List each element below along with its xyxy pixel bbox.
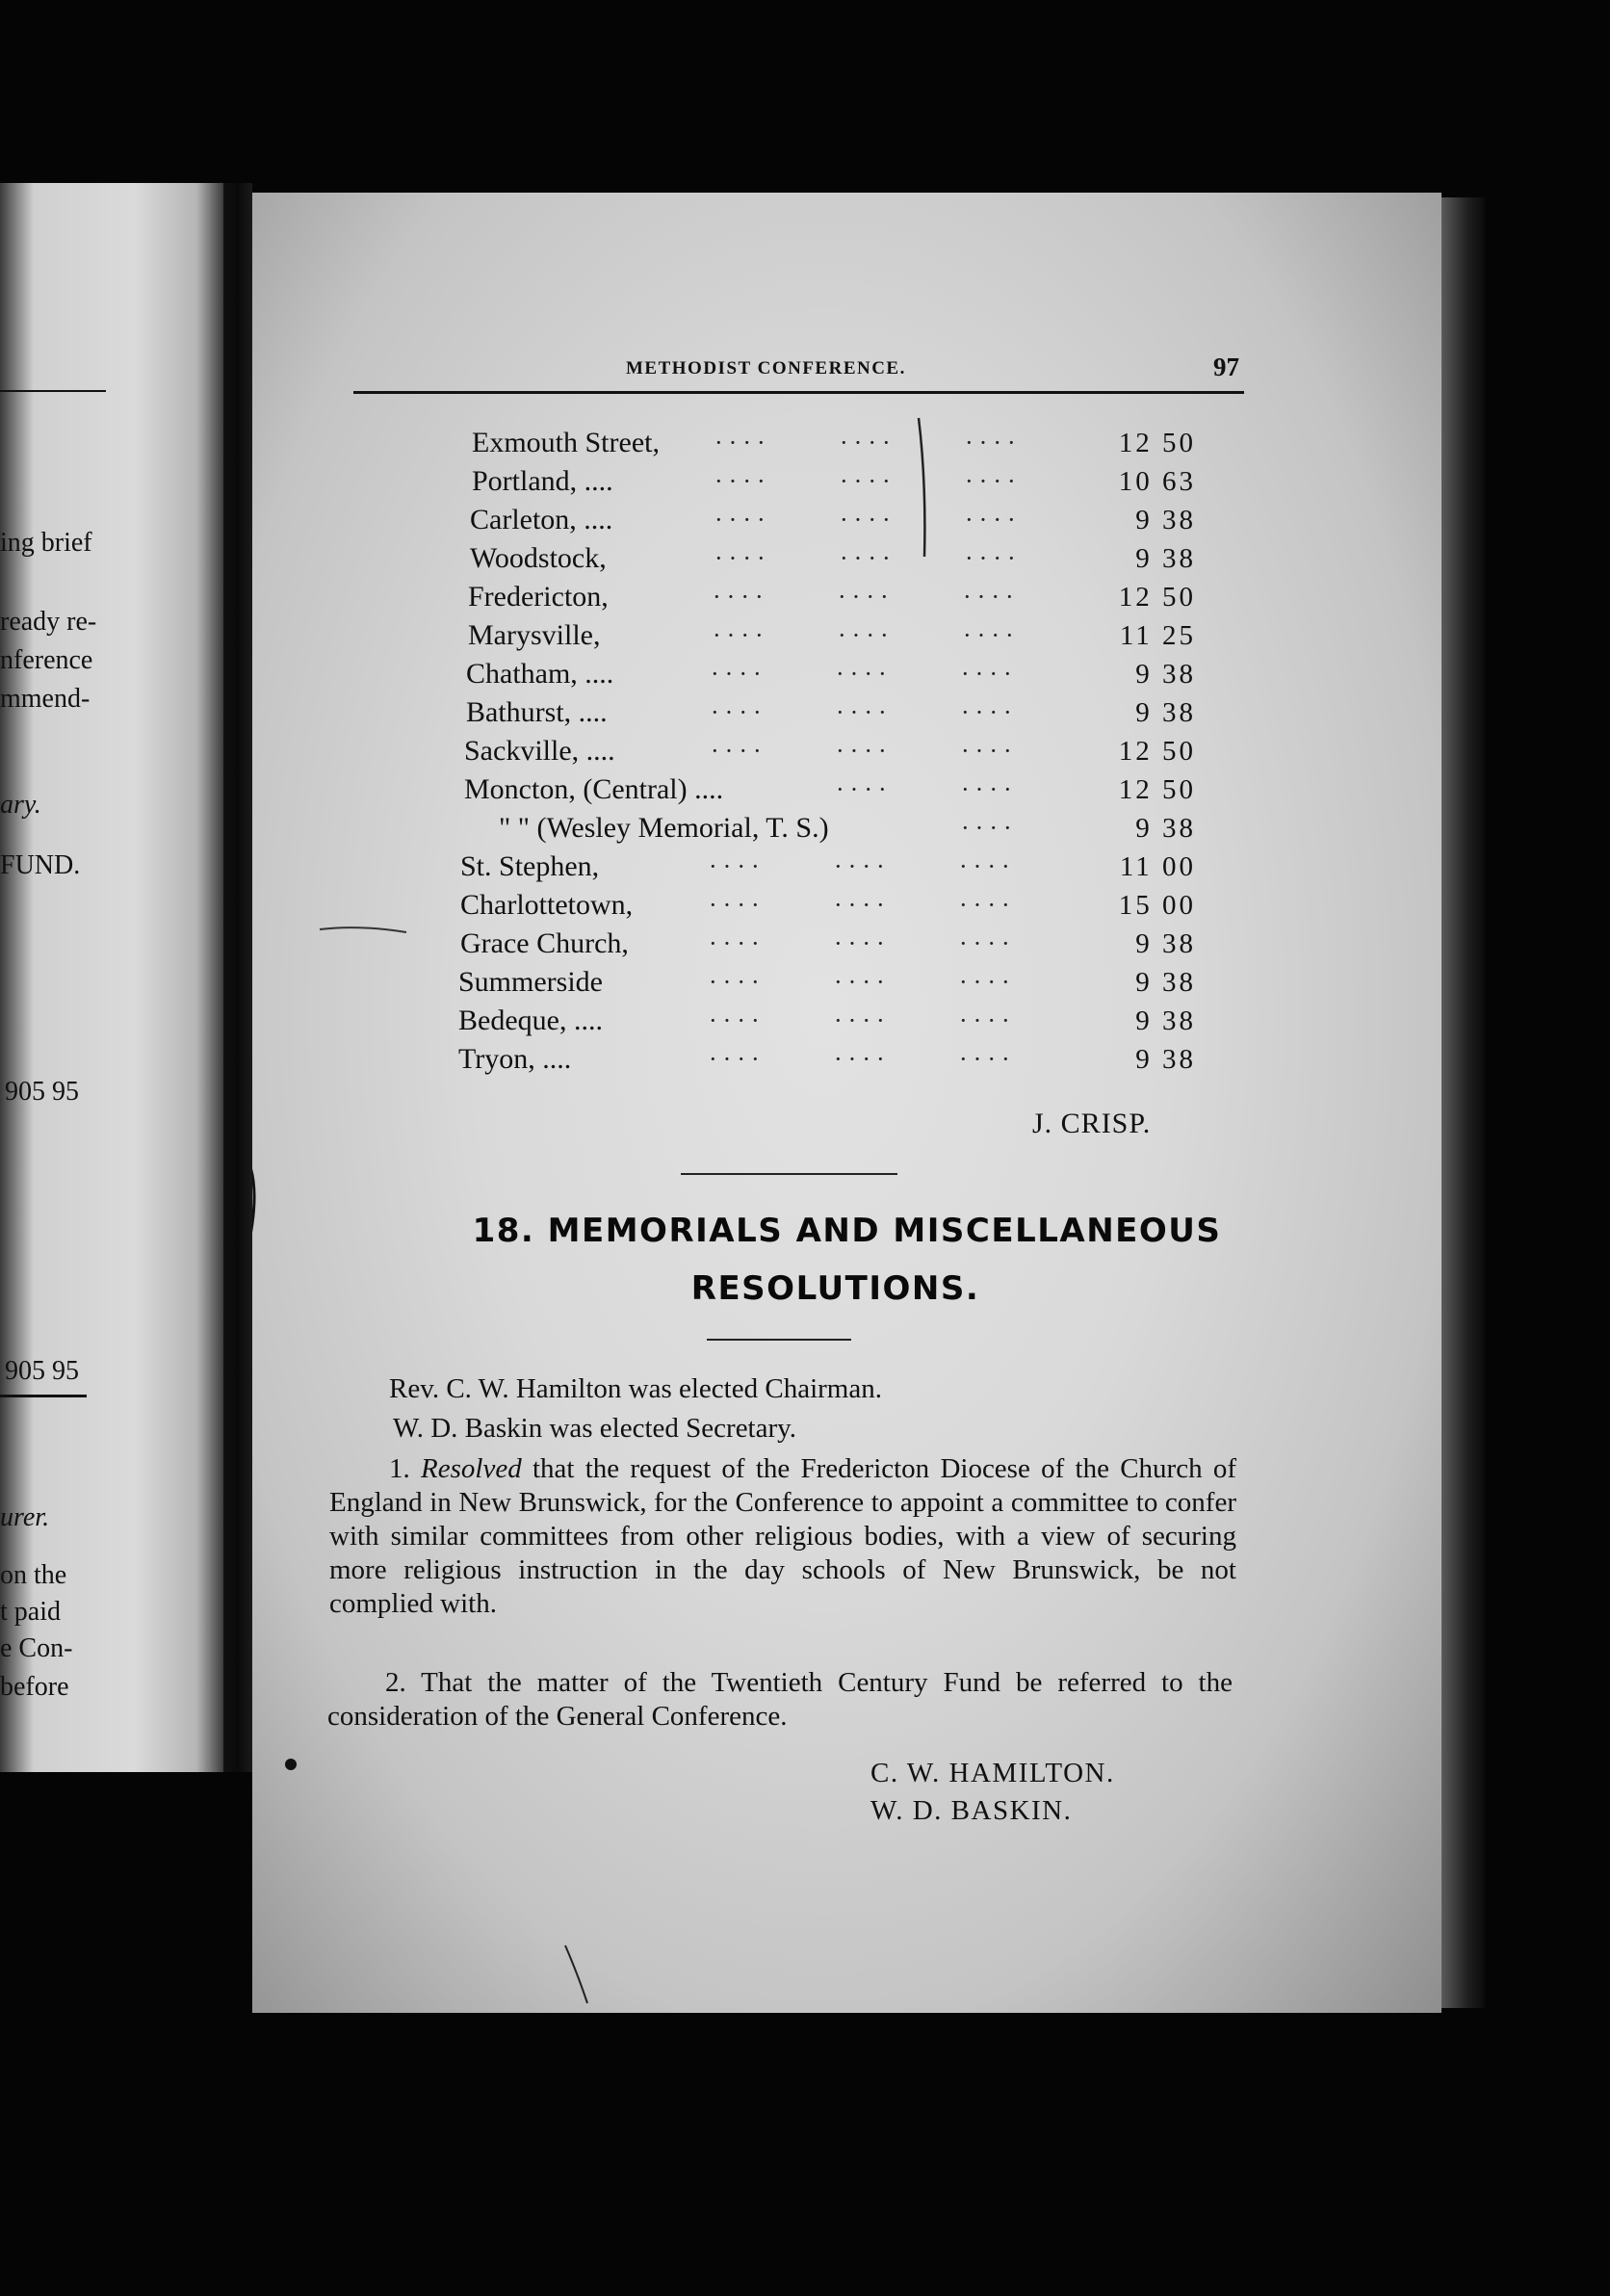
list-item: Sackville, .... ···· ···· ···· 12 50 (464, 735, 1196, 767)
church-name: Bedeque, .... (458, 1004, 603, 1036)
section-heading: RESOLUTIONS. (690, 1269, 980, 1308)
left-fragment: nference (0, 645, 93, 675)
left-page-rule (0, 390, 106, 392)
church-name: Woodstock, (470, 542, 607, 574)
section-heading: 18. MEMORIALS AND MISCELLANEOUS (472, 1212, 1222, 1250)
left-fragment: ing brief (0, 528, 92, 558)
church-name: Chatham, .... (466, 658, 614, 690)
left-fragment: ary. (0, 790, 41, 820)
page-edge-shadow (1441, 197, 1485, 2008)
left-fragment: mmend- (0, 684, 91, 714)
church-amount: 9 38 (1135, 1005, 1196, 1036)
list-item: Bedeque, .... ···· ···· ···· 9 38 (458, 1004, 1196, 1036)
list-item: St. Stephen, ···· ···· ···· 11 00 (460, 850, 1196, 882)
list-signature: J. CRISP. (1032, 1108, 1152, 1139)
church-amount: 11 00 (1119, 851, 1196, 882)
left-fragment: ready re- (0, 607, 97, 637)
list-item: Grace Church, ···· ···· ···· 9 38 (460, 927, 1196, 959)
church-amount: 9 38 (1135, 813, 1196, 844)
church-amount: 9 38 (1135, 697, 1196, 728)
church-name: Marysville, (468, 619, 601, 651)
church-amount: 12 50 (1118, 774, 1196, 805)
total-rule (0, 1395, 87, 1397)
church-name: Bathurst, .... (466, 696, 608, 728)
resolution-text: that the request of the Fredericton Diocese of the Church of England in New Brunswick, for the Conference to appoint a committee to confer with similar committees from other religious bodies, with a view of securing more religious instruction in the day schools of New Brunswick, be not complied with. (329, 1453, 1237, 1619)
left-fragment: t paid (0, 1597, 61, 1627)
list-item: Charlottetown, ···· ···· ···· 15 00 (460, 889, 1196, 921)
left-fragment: urer. (0, 1502, 50, 1532)
page-97 (252, 193, 1441, 2013)
pen-marks (252, 193, 1441, 2013)
running-head: METHODIST CONFERENCE. (626, 358, 906, 378)
church-amount: 12 50 (1118, 736, 1196, 767)
previous-page-fragment (0, 183, 223, 1772)
church-name: Sackville, .... (464, 735, 615, 767)
list-item: Marysville, ···· ···· ···· 11 25 (468, 619, 1196, 651)
list-item: Fredericton, ···· ···· ···· 12 50 (468, 581, 1196, 613)
list-item: Moncton, (Central) .... ···· ···· 12 50 (464, 773, 1196, 805)
church-name: " " (Wesley Memorial, T. S.) (499, 812, 829, 844)
church-amount: 9 38 (1135, 967, 1196, 998)
church-name: Summerside (458, 966, 603, 998)
left-fragment: 905 95 (5, 1077, 79, 1107)
left-fragment: 905 95 (5, 1356, 79, 1386)
list-item: " " (Wesley Memorial, T. S.) ···· 9 38 (499, 812, 1196, 844)
church-name: Exmouth Street, (472, 427, 660, 458)
church-amount: 12 50 (1118, 428, 1196, 458)
signature-hamilton: C. W. HAMILTON. (870, 1758, 1115, 1788)
church-amount: 9 38 (1135, 505, 1196, 535)
church-name: Charlottetown, (460, 889, 634, 921)
church-amount: 10 63 (1118, 466, 1196, 497)
church-name: Portland, .... (472, 465, 613, 497)
list-item: Carleton, .... ···· ···· ···· 9 38 (470, 504, 1196, 535)
left-fragment: e Con- (0, 1633, 73, 1663)
resolution-number: 2. (385, 1667, 406, 1698)
list-item: Chatham, .... ···· ···· ···· 9 38 (466, 658, 1196, 690)
list-item: Woodstock, ···· ···· ···· 9 38 (470, 542, 1196, 574)
list-item: Summerside ···· ···· ···· 9 38 (458, 966, 1196, 998)
church-amount: 11 25 (1119, 620, 1196, 651)
list-item: Bathurst, .... ···· ···· ···· 9 38 (466, 696, 1196, 728)
list-item: Portland, .... ···· ···· ···· 10 63 (472, 465, 1196, 497)
secretary-line: W. D. Baskin was elected Secretary. (393, 1413, 797, 1444)
church-name: St. Stephen, (460, 850, 600, 882)
left-fragment: before (0, 1672, 69, 1702)
church-name: Moncton, (Central) .... (464, 773, 724, 805)
book-gutter (223, 183, 252, 1772)
church-name: Fredericton, (468, 581, 609, 613)
signature-baskin: W. D. BASKIN. (870, 1795, 1073, 1826)
list-item: Tryon, .... ···· ···· ···· 9 38 (458, 1043, 1196, 1075)
church-amount: 9 38 (1135, 659, 1196, 690)
church-name: Grace Church, (460, 927, 629, 959)
left-fragment: FUND. (0, 850, 81, 880)
left-fragment: on the (0, 1560, 67, 1590)
church-name: Tryon, .... (458, 1043, 572, 1075)
church-amount: 9 38 (1135, 928, 1196, 959)
church-amount: 12 50 (1118, 582, 1196, 613)
church-amount: 15 00 (1118, 890, 1196, 921)
church-amount: 9 38 (1135, 543, 1196, 574)
resolved-word: Resolved (421, 1453, 522, 1484)
church-name: Carleton, .... (470, 504, 613, 535)
list-item: Exmouth Street, ···· ···· ···· 12 50 (472, 427, 1196, 458)
resolution-number: 1. (389, 1453, 410, 1484)
chairman-line: Rev. C. W. Hamilton was elected Chairman. (389, 1373, 882, 1404)
resolution-text: That the matter of the Twentieth Century Fund be referred to the consideration of the General Conference. (327, 1667, 1233, 1732)
church-amount: 9 38 (1135, 1044, 1196, 1075)
page-number: 97 (1213, 352, 1239, 381)
